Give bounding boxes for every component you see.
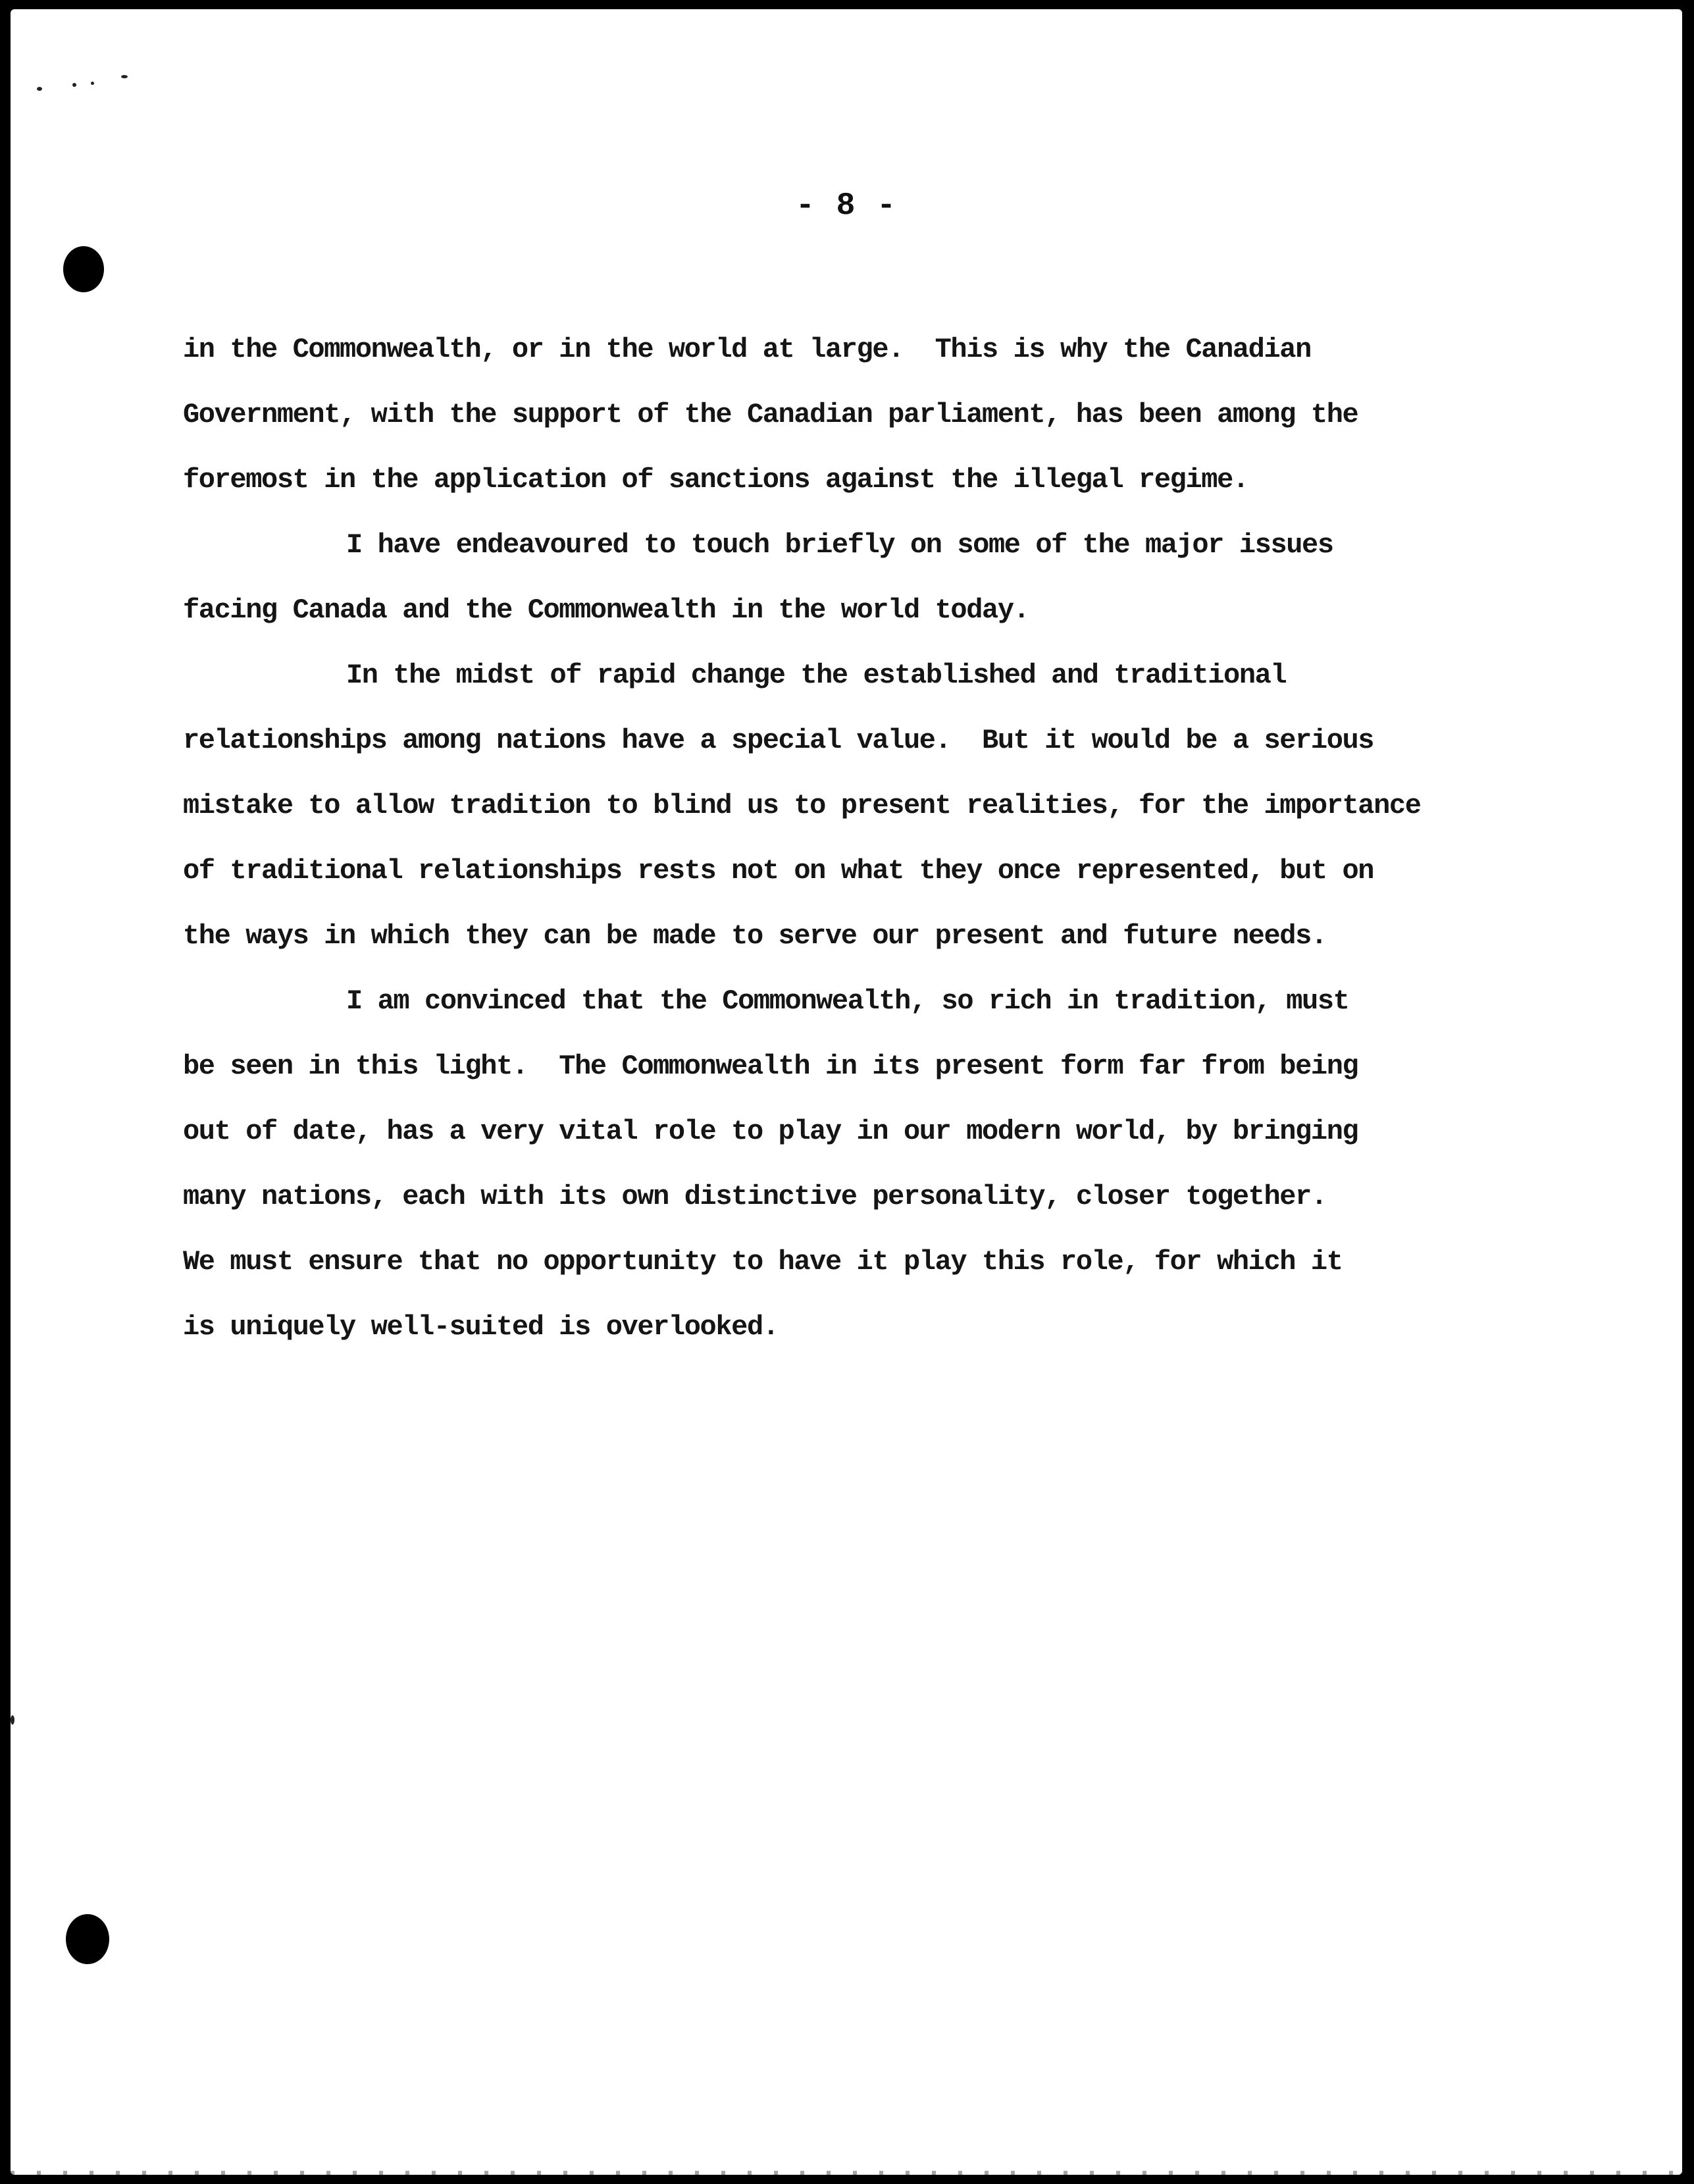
punch-hole-top-icon	[63, 246, 104, 292]
text-line: out of date, has a very vital role to play in our modern world, by bringing	[183, 1116, 1358, 1147]
scan-speck	[121, 75, 128, 78]
text-line: is uniquely well-suited is overlooked.	[183, 1311, 779, 1343]
scan-speck	[37, 87, 42, 91]
punch-hole-bottom-icon	[66, 1914, 109, 1964]
page-number: - 8 -	[795, 188, 898, 224]
scan-bottom-edge	[11, 2171, 1682, 2175]
text-line: mistake to allow tradition to blind us to present realities, for the importance	[183, 790, 1421, 821]
scan-speck	[72, 83, 76, 87]
text-line: Government, with the support of the Canadian parliament, has been among the	[183, 399, 1358, 430]
text-line: the ways in which they can be made to serve our present and future needs.	[183, 920, 1327, 952]
body-text	[183, 317, 1499, 1360]
text-line: foremost in the application of sanctions against the illegal regime.	[183, 464, 1248, 496]
text-line: facing Canada and the Commonwealth in the world today.	[183, 594, 1029, 626]
text-line: We must ensure that no opportunity to have it play this role, for which it	[183, 1246, 1343, 1278]
text-line: be seen in this light. The Commonwealth in its present form far from being	[183, 1051, 1358, 1082]
scan-speck	[91, 82, 94, 85]
text-line: in the Commonwealth, or in the world at large. This is why the Canadian	[183, 334, 1311, 365]
text-line: relationships among nations have a special value. But it would be a serious	[183, 725, 1374, 756]
text-line: many nations, each with its own distinctive personality, closer together.	[183, 1181, 1327, 1212]
scan-speck	[11, 1715, 14, 1725]
text-line: of traditional relationships rests not on what they once represented, but on	[183, 855, 1374, 887]
text-line: I am convinced that the Commonwealth, so rich in tradition, must	[346, 985, 1349, 1017]
document-page	[11, 9, 1682, 2175]
text-line: I have endeavoured to touch briefly on some of the major issues	[346, 529, 1333, 561]
text-line: In the midst of rapid change the established and traditional	[346, 660, 1287, 691]
